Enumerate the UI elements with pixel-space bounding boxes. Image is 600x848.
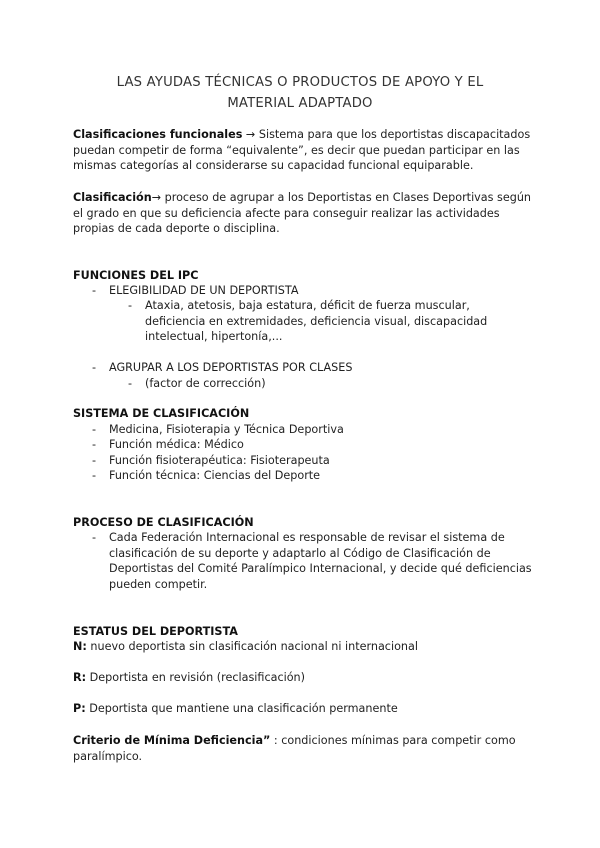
term-clasificacion: Clasificación (73, 191, 152, 204)
definition-text: proceso de agrupar a los Deportistas en Clases Deportivas según el grado en que su deficiencia afecte para conseguir realizar las actividades propias de cada deporte o disciplina. (73, 191, 532, 235)
list-bullet: - (92, 423, 97, 436)
page-title (60, 72, 540, 114)
status-text-p: Deportista que mantiene una clasificación permanente (85, 702, 398, 715)
list-bullet: - (92, 531, 97, 544)
term-clasificaciones-funcionales: Clasificaciones funcionales (73, 128, 243, 141)
list-item-elegibilidad: ELEGIBILIDAD DE UN DEPORTISTA (109, 284, 299, 297)
title-line-2: MATERIAL ADAPTADO (227, 96, 373, 111)
list-bullet: - (128, 377, 133, 390)
arrow: → (242, 128, 259, 141)
definition-text: : condiciones mínimas para competir como paralímpico. (73, 734, 516, 763)
list-item-agrupar: AGRUPAR A LOS DEPORTISTAS POR CLASES (109, 361, 353, 374)
list-item: Función técnica: Ciencias del Deporte (109, 469, 321, 482)
list-bullet: - (128, 299, 133, 312)
status-label-n: N: (73, 640, 87, 653)
title-line-1: LAS AYUDAS TÉCNICAS O PRODUCTOS DE APOYO Y EL (116, 75, 484, 90)
status-label-p: P: (73, 702, 86, 715)
list-bullet: - (92, 438, 97, 451)
status-text-r: Deportista en revisión (reclasificación) (86, 671, 306, 684)
arrow: → (151, 191, 165, 204)
heading-estatus-deportista: ESTATUS DEL DEPORTISTA (73, 625, 238, 638)
heading-proceso-clasificacion: PROCESO DE CLASIFICACIÓN (73, 516, 254, 529)
list-item: Función fisioterapéutica: Fisioterapeuta (109, 454, 330, 467)
paragraph-clasificacion (73, 190, 533, 237)
status-label-r: R: (73, 671, 87, 684)
list-bullet: - (92, 454, 97, 467)
list-item-federacion: Cada Federación Internacional es responsable de revisar el sistema de clasificación de su deporte y adaptarlo al Código de Clasificación de Deportistas del Comité Paralímpico Internacional, y decide qué deficiencias pueden competir. (109, 531, 532, 591)
list-subitem-deficiencias: Ataxia, atetosis, baja estatura, déficit de fuerza muscular, deficiencia en extremidades, deficiencia visual, discapacidad intelectual, hipertonía,... (145, 299, 488, 343)
term-criterio: Criterio de Mínima Deficiencia” (73, 734, 271, 747)
paragraph-criterio (73, 733, 523, 764)
heading-funciones-ipc: FUNCIONES DEL IPC (73, 269, 199, 282)
heading-sistema-clasificacion: SISTEMA DE CLASIFICACIÓN (73, 407, 250, 420)
list-subitem-factor: (factor de corrección) (145, 377, 266, 390)
list-bullet: - (92, 361, 97, 374)
list-bullet: - (92, 284, 97, 297)
status-r (73, 670, 533, 686)
list-item: Función médica: Médico (109, 438, 244, 451)
status-n (73, 639, 533, 655)
paragraph-clasificaciones-funcionales (73, 127, 533, 174)
list-item: Medicina, Fisioterapia y Técnica Deportiva (109, 423, 344, 436)
status-text-n: nuevo deportista sin clasificación nacional ni internacional (86, 640, 418, 653)
list-bullet: - (92, 469, 97, 482)
definition-text: Sistema para que los deportistas discapacitados puedan competir de forma “equivalente”, es decir que puedan participar en las mismas categorías al considerarse su capacidad funcional equiparable. (73, 128, 531, 172)
status-p (73, 701, 533, 717)
